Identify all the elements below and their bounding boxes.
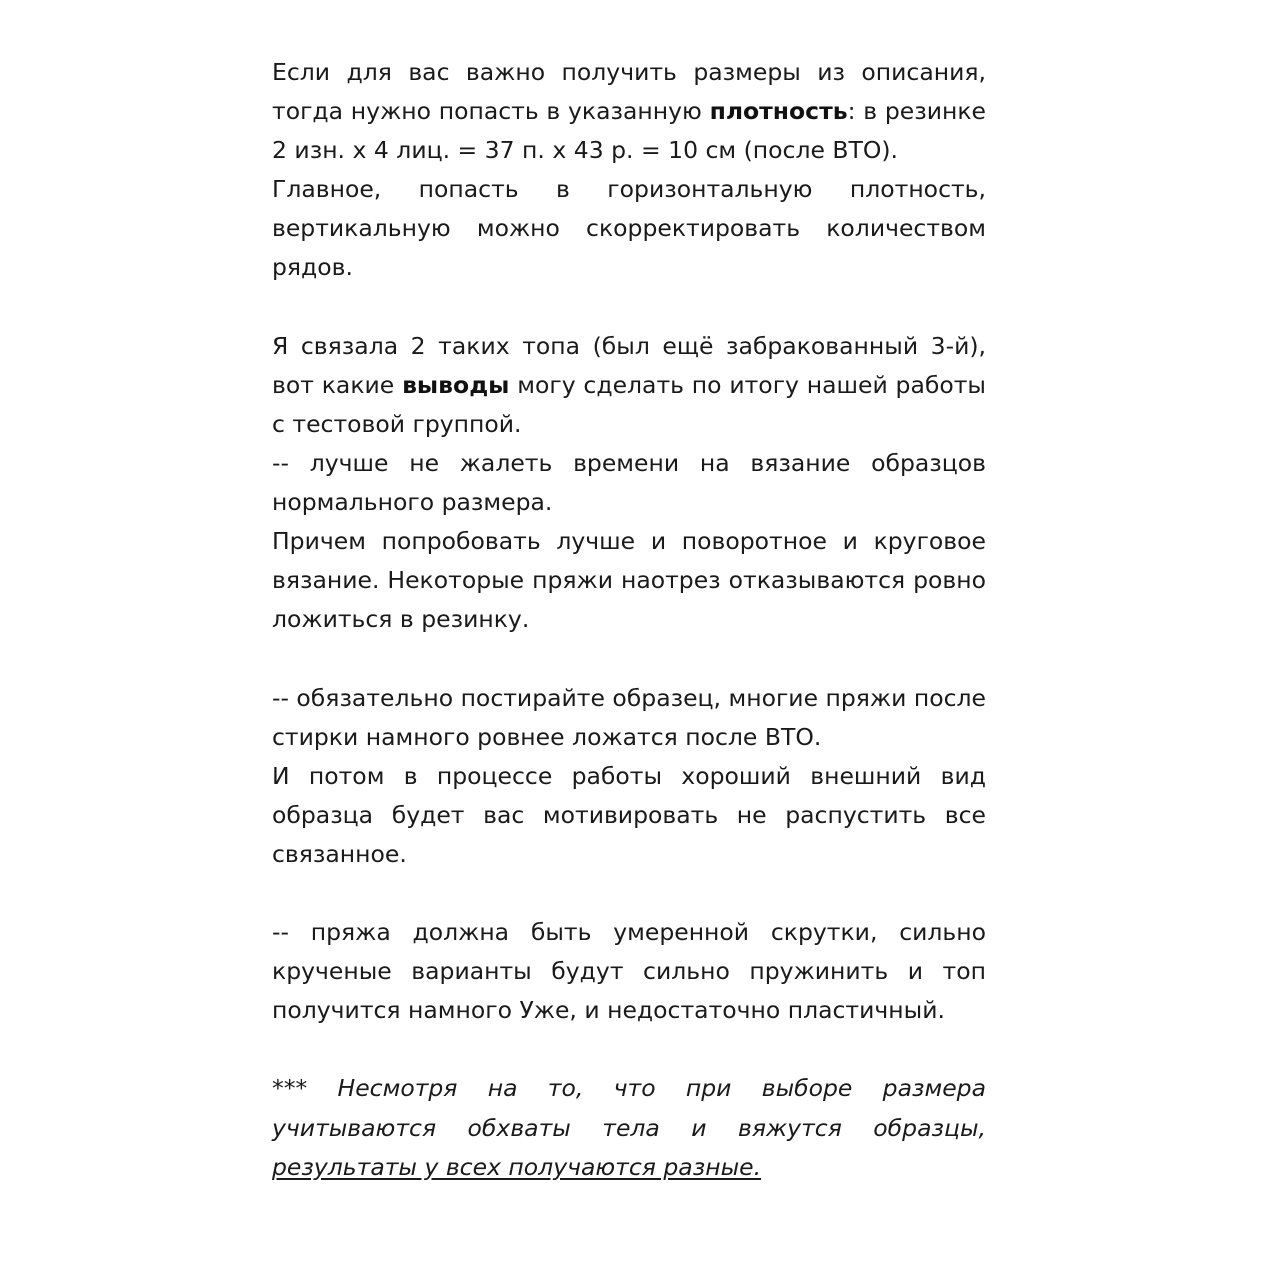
paragraph-spacer bbox=[272, 1030, 986, 1069]
paragraph-spacer bbox=[272, 288, 986, 327]
results-note bbox=[272, 1069, 986, 1186]
knitting-method-paragraph: Причем попробовать лучше и поворотное и круговое вязание. Некоторые пряжи наотрез отказываются ровно ложиться в резинку. bbox=[272, 527, 986, 634]
horizontal-gauge-paragraph: Главное, попасть в горизонтальную плотность, вертикальную можно скорректировать количеством рядов. bbox=[272, 175, 986, 282]
swatch-size-paragraph: -- лучше не жалеть времени на вязание образцов нормального размера. bbox=[272, 448, 986, 517]
paragraph-spacer bbox=[272, 639, 986, 678]
results-note-text: *** Несмотря на то, что при выборе размера учитываются обхваты тела и вяжутся образцы, bbox=[272, 1074, 986, 1142]
gauge-paragraph bbox=[272, 53, 986, 170]
document-page bbox=[272, 53, 986, 1187]
wash-swatch-paragraph: -- обязательно постирайте образец, многие пряжи после стирки намного ровнее ложатся после ВТО. bbox=[272, 683, 986, 751]
gauge-bold-term: плотность bbox=[709, 97, 848, 126]
conclusions-bold-term: выводы bbox=[402, 370, 510, 399]
motivation-paragraph: И потом в процессе работы хороший внешний вид образца будет вас мотивировать не распустить все связанное. bbox=[272, 761, 986, 868]
gauge-text-start: Если для вас важно получить размеры из описания, тогда нужно попасть в указанную bbox=[272, 58, 986, 126]
results-note-underlined: результаты у всех получаются разные. bbox=[272, 1152, 762, 1181]
yarn-twist-paragraph: -- пряжа должна быть умеренной скрутки, сильно крученые варианты будут сильно пружинить и топ получится намного Уже, и недостаточно пластичный. bbox=[272, 918, 986, 1025]
gauge-text-end: : в резинке 2 изн. х 4 лиц. = 37 п. х 43 р. = 10 см (после ВТО). bbox=[272, 97, 986, 165]
conclusions-paragraph bbox=[272, 327, 986, 444]
conclusions-text-end: могу сделать по итогу нашей работы с тестовой группой. bbox=[272, 370, 986, 438]
paragraph-spacer bbox=[272, 874, 986, 913]
conclusions-text-start: Я связала 2 таких топа (был ещё забракованный 3-й), вот какие bbox=[272, 331, 986, 399]
